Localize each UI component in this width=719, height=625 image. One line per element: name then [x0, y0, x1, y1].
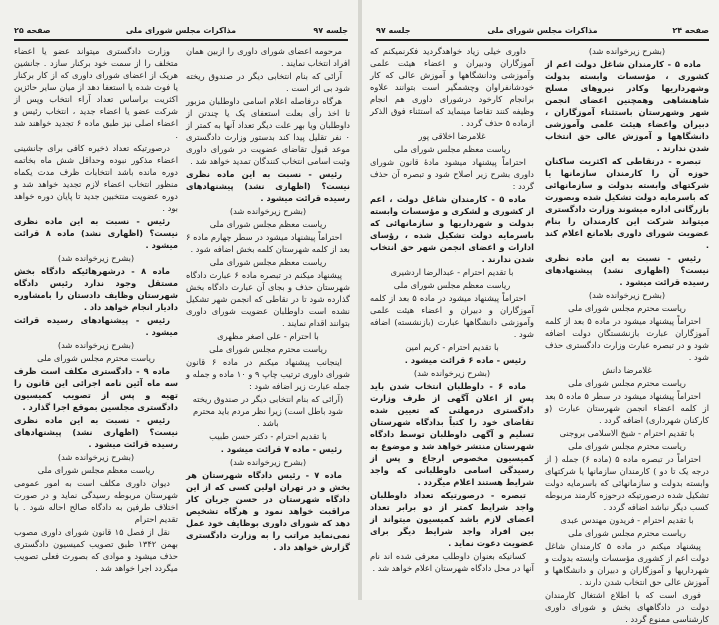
paragraph: درصورتیکه تعداد ذخیره کافی برای جانشینی اعضاء مذکور نبوده وحداقل شش ماه بخاتمه دوره مانده باشد انتخابات ظرف مدت یکماه منظور انتخاب اعضاء لازم تجدید خواهد شد و دوره عضویت منتخبین جدید تا پایان دوره خواهد بود . [14, 143, 178, 213]
paragraph: ماده ۹ - دادگستری مکلف است ظرف سه ماه آئین نامه اجرائی این قانون را تهیه و پس از تصویب کمیسیون دادگستری مجلسین بموقع اجرا گذارد . [14, 366, 178, 412]
paragraph: با تقدیم احترام - دکتر حسن طبیب [209, 431, 327, 441]
paragraph: رئیس - نسبت به این ماده نظری نیست؟ (اظهاری نشد) ماده ۸ قرائت میشود . [14, 216, 178, 250]
column-left [370, 45, 534, 595]
paragraph: ماده ۵ - کارمندان شاغل دولت اعم از کشوری ، مؤسسات وابسته بدولت وشهرداریها وکادر نیروهای مسلح شاهنشاهی وهمچنین اعضای انجمن شهر وشهرستان باستثناء آموزگاران ، دبیران واعضاء هیئت علمی وآموزشی دانشگاهها و آموزش عالی حق انتخاب شدن ندارند . [545, 59, 709, 153]
page-header [14, 26, 348, 38]
column-right [545, 45, 709, 624]
paragraph: با تقدیم احترام - عبدالرضا اردشیری [390, 267, 514, 277]
paragraph: ریاست معظم مجلس شورای ملی [209, 219, 327, 229]
running-title: مذاکرات مجلس شورای ملی [487, 26, 598, 35]
paragraph: ریاست محترم مجلس شورای ملی [37, 353, 155, 363]
paragraph: ریاست معظم مجلس شورای ملی [393, 280, 511, 290]
paragraph: ریاست محترم مجلس شورای ملی [568, 441, 686, 451]
paragraph: نقل از فصل ۱۵ قانون شورای داوری مصوب بهمن ۱۳۴۲ طبق تصویب کمیسیون دادگستری حذف میشود و موادی که بصورت فعلی تصویب میگردد اجرا خواهد شد . [14, 527, 178, 573]
paragraph: غلامرضا دانش [602, 365, 652, 375]
paragraph: رئیس - ماده ۶ قرائت میشود . [404, 355, 526, 365]
paragraph: (بشرح زیرخوانده شد) [413, 368, 491, 378]
paragraph: رئیس - ماده ۷ قرائت میشود . [220, 444, 342, 454]
paragraph: با تقدیم احترام - فریدون مهندس عبدی [560, 515, 694, 525]
paragraph: ماده ۸ - درشهرهائیکه دادگاه بخش مستقل وجود ندارد رئیس دادگاه شهرستان وظایف دادستان را بامشاوره دادیار انجام خواهد داد . [14, 266, 178, 312]
paragraph: (بشرح زیرخوانده شد) [588, 46, 666, 56]
paragraph: ریاست محترم مجلس شورای ملی [209, 344, 327, 354]
session-number: جلسه ۹۷ [313, 26, 348, 35]
page-number: صفحه ۲۴ [672, 26, 709, 35]
left-page [0, 0, 358, 600]
paragraph: مرحومه اعضای شورای داوری را ازبین همان افراد انتخاب نمایند . [186, 46, 350, 68]
paragraph: احتراماً پیشنهاد میشود در سطر چهارم ماده ۶ بعد از کلمه شهرستان کلمه بخش اضافه شود . [186, 232, 350, 254]
column-right [186, 45, 350, 595]
paragraph: دیوان داوری مکلف است به امور عمومی شهرستان مربوطه رسیدگی نماید و در صورت اختلاف طرفین به دادگاه صالح احاله شود . با تقدیم احترام [14, 478, 178, 524]
paragraph: ماده ۷ - رئیس دادگاه شهرستان هر بخش و در تهران اولین کسی که از این دادگاه شهرستان در حسن جریان کار مراقبت خواهد نمود و هرگاه تشخیص دهد که شورای داوری بوظایف خود عمل نمی‌نماید مراتب را به وزارت دادگستری گزارش خواهد داد . [186, 470, 350, 552]
paragraph: پیشنهاد میکنم در تبصره ماده ۶ عبارت دادگاه شهرستان حذف و بجای آن عبارت دادگاه بخش گذارده شود تا در نقاطی که انجمن شهر تشکیل نشده است داوطلبان عضویت شورای داوری بتوانند اقدام نمایند . [186, 270, 350, 328]
paragraph: (بشرح زیرخوانده شد) [57, 340, 135, 350]
column-left [14, 45, 178, 595]
paragraph: رئیس - پیشنهادهای رسیده قرائت میشود . [14, 315, 178, 337]
paragraph: با احترام - علی اصغر مظهری [217, 331, 319, 341]
paragraph: (بشرح زیرخوانده شد) [229, 206, 307, 216]
session-number: جلسه ۹۷ [376, 26, 411, 35]
paragraph: تبصره - درصورتیکه تعداد داوطلبان واجد شرایط کمتر از دو برابر تعداد اعضای لازم باشد کمیسیون میتواند از بین افراد واجد شرایط دیگر برای عضویت دعوت نماید . [370, 490, 534, 548]
paragraph: ریاست معظم مجلس شورای ملی [37, 465, 155, 475]
paragraph: اینجانب پیشنهاد میکنم در ماده ۶ قانون شورای داوری ترتیب چاپ ۹ و ۱۰ ماده و جمله و جمله عبارت زیر اضافه شود : [186, 357, 350, 391]
paragraph: ریاست محترم مجلس شورای ملی [568, 303, 686, 313]
paragraph: احتراماً پیشنهاد میشود در ماده ۵ بعد از کلمه آموزگاران و دبیران و اعضاء هیئت علمی وآموزشی دانشگاهها عبارت (بازنشسته) اضافه شود . [370, 293, 534, 339]
paragraph: (بشرح زیرخوانده شد) [57, 452, 135, 462]
paragraph: آرائی که بنام انتخابی دیگر در صندوق ریخته شود بی اثر است . [186, 71, 350, 93]
paragraph: ریاست محترم مجلس شورای ملی [568, 378, 686, 388]
page-header [376, 26, 709, 38]
page-number: صفحه ۲۵ [14, 26, 51, 35]
paragraph: رئیس - نسبت به این ماده نظری نیست؟ (اظهاری نشد) پیشنهادهای رسیده قرائت میشود . [14, 415, 178, 449]
paragraph: ریاست محترم مجلس شورای ملی [568, 528, 686, 538]
paragraph: رئیس - نسبت به این ماده نظری نیست؟ (اظهاری نشد) پیشنهادهای رسیده قرائت میشود . [186, 169, 350, 203]
paragraph: وزارت دادگستری میتواند عضو یا اعضاء متخلف را از سمت خود برکنار سازد . جانشین هریک از اعضای شورای داوری که از کار برکنار یا فوت شده یا استعفا دهد از میان سایر حائزین اکثریت براساس تعداد آراء انتخاب وپس از شرکت عضو یا اعضاء جدید ، انتخاب رئیس و اعضاء اصلی نیز طبق ماده ۶ تجدید خواهند شد . [14, 46, 178, 140]
paragraph: ریاست معظم مجلس شورای ملی [209, 257, 327, 267]
paragraph: احتراماً در تبصره ماده ۵ (ماده ۶) جمله ( از درجه یک تا دو ) کارمندان سازمانها یا شرکتهای وابسته بدولت و سازمانهائی که باسرمایه دولت تشکیل شده درصورتیکه درحوزه کارمند مربوطه کسب دیگر نباشد اضافه گردد . [545, 454, 709, 512]
paragraph: ماده ۵ - کارمندان شاغل دولت ، اعم از کشوری و لشکری و مؤسسات وابسته بدولت و شهرداریها و سازمانهائی که باسرمایه دولت تشکیل شده ، رؤسای ادارات و اعضای انجمن شهر حق انتخاب شدن ندارند . [370, 194, 534, 264]
paragraph: فوری است که با اطلاع اشتغال کارمندان دولت در دادگاههای بخش و شورای داوری کارشناسی ممنوع گردد . [545, 590, 709, 624]
header-rule [376, 39, 709, 41]
paragraph: هرگاه درفاصله اعلام اسامی داوطلبان مزبور تا اخذ رأی بعلت استعفای یک یا چندتن از داوطلبان ویا بهر علت دیگر تعداد آنها به کمتر از ۰ نفر تقلیل پیدا کند بدستور وزارت دادگستری موعد قبول تقاضای عضویت در شورای داوری وثبت اسامی انتخاب کنندگان تمدید خواهد شد . [186, 96, 350, 166]
paragraph: پیشنهاد میکنم در ماده ۵ کارمندان شاغل دولت اعم از کشوری مؤسسات وابسته بدولت و شهرداریها و آموزگاران و دبیران و دانشگاهها و آموزش عالی حق انتخاب شدن دارند . [545, 541, 709, 587]
paragraph: احتراماً پیشنهاد میشود مادهٔ قانون شورای داوری بشرح زیر اصلاح شود و تبصره آن حذف گردد : [370, 157, 534, 191]
running-title: مذاکرات مجلس شورای ملی [125, 26, 237, 35]
paragraph: (بشرح زیرخوانده شد) [588, 290, 666, 300]
paragraph: با تقدیم احترام - کریم امین [405, 342, 499, 352]
paragraph: غلامرضا اخلاقی پور [418, 131, 486, 141]
paragraph: ریاست معظم مجلس شورای ملی [393, 144, 511, 154]
paragraph: کسانیکه بعنوان داوطلب معرفی شده اند نام آنها در محل دادگاه شهرستان اعلام خواهد شد . [370, 551, 534, 573]
paragraph: رئیس - نسبت به این ماده نظری نیست؟ (اظهاری نشد) پیشنهادهای رسیده قرائت میشود . [545, 253, 709, 287]
right-page [362, 0, 719, 624]
paragraph: داوری خیلی زیاد خواهدگردید فکرنمیکنم که آموزگاران ودبیران و اعضاء هیئت علمی وآموزشی ودانشگاهها و آموزش عالی که کار خودشانفراوان وچشمگیر است بتوانند علاوه برانجام کارخود درشورای داوری هم انجام وظیفه کنند تقاضا مینماید که استثناء فوق الذکر ازماده ۵ حذف گردد . [370, 46, 534, 128]
paragraph: تبصره - درنقاطی که اکثریت ساکنان حوزه آن را کارمندان سازمانها یا شرکتهای وابسته بدولت و سازمانهائی که باسرمایه دولت تشکیل شده وبصورت بازرگانی اداره میشوند وزارت دادگستری میتواند شرکت این کارمندان را بنام عضویت شورای داوری بلامانع اعلام کند . [545, 156, 709, 250]
paragraph: با تقدیم احترام - شیخ الاسلامی بروجنی [559, 428, 695, 438]
paragraph: (بشرح زیرخوانده شد) [229, 457, 307, 467]
paragraph: (آرائی که بنام انتخابی دیگر در صندوق ریخته شود باطل است) زیرا نظر مردم باید محترم باشد . [192, 394, 344, 428]
header-rule [14, 39, 348, 41]
paragraph: (بشرح زیرخوانده شد) [57, 253, 135, 263]
paragraph: ماده ۶ - داوطلبان انتخاب شدن باید پس از اعلان آگهی از طرف وزارت دادگستری درمهلتی که تعیین شده تقاضای خود را کتباً بدادگاه شهرستان تسلیم و آگهی داوطلبان توسط دادگاه شهرستان منتشر خواهد شد و موضوع به کمیسیون مخصوص ارجاع و پس از رسیدگی اسامی داوطلبانی که واجد شرایط هستند اعلام میگردد . [370, 381, 534, 487]
paragraph: احتراماً پیشنهاد میشود در سطر ۵ ماده ۵ بعد از کلمه اعضاء انجمن شهرستان عبارت (و کارکنان شهرداری) اضافه گردد . [545, 391, 709, 425]
paragraph: احتراماً پیشنهاد میشود در ماده ۵ بعد از کلمه آموزگاران عبارت بازنشستگان دولت اضافه شود و در تبصره عبارت وزارت دادگستری حذف شود . [545, 316, 709, 362]
